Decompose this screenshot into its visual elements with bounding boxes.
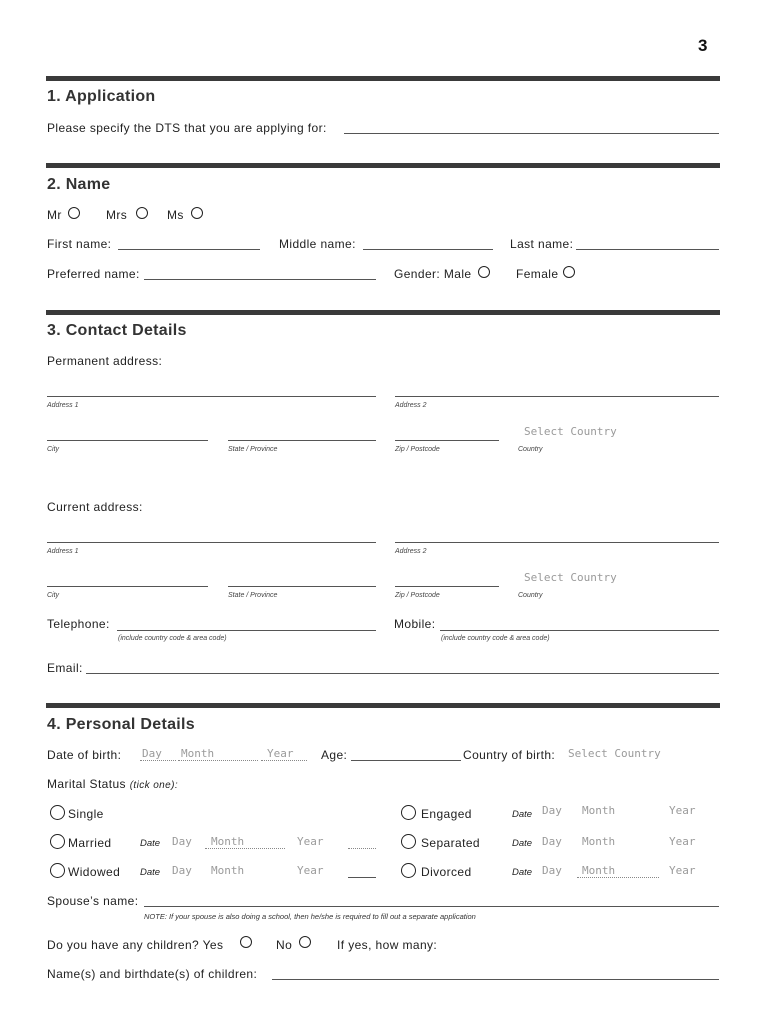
tick-one-hint: (tick one): (129, 780, 179, 791)
dob-label: Date of birth: (47, 748, 122, 762)
curr-zip-caption: Zip / Postcode (395, 592, 440, 599)
gender-male-radio[interactable] (478, 266, 490, 278)
dob-day-select[interactable]: Day (142, 747, 162, 760)
engaged-year-select[interactable]: Year (669, 804, 696, 817)
engaged-day-select[interactable]: Day (542, 804, 562, 817)
perm-state-caption: State / Province (228, 446, 278, 453)
perm-address1-caption: Address 1 (47, 402, 79, 409)
mobile-note: (include country code & area code) (441, 635, 550, 642)
separated-month-select[interactable]: Month (582, 835, 616, 848)
title-mr-radio[interactable] (68, 207, 80, 219)
children-question-label: Do you have any children? Yes (47, 938, 224, 952)
widowed-radio[interactable] (50, 863, 65, 878)
curr-zip-field[interactable] (395, 586, 499, 587)
curr-country-select[interactable]: Select Country (524, 571, 617, 584)
curr-address1-field[interactable] (47, 542, 376, 543)
section-divider (46, 703, 720, 708)
children-yes-radio[interactable] (240, 936, 252, 948)
dob-month-select[interactable]: Month (181, 747, 215, 760)
telephone-note: (include country code & area code) (118, 635, 227, 642)
divorced-radio[interactable] (401, 863, 416, 878)
preferred-name-label: Preferred name: (47, 267, 140, 281)
title-ms-radio[interactable] (191, 207, 203, 219)
engaged-month-select[interactable]: Month (582, 804, 616, 817)
curr-address2-field[interactable] (395, 542, 719, 543)
divorced-month-select[interactable]: Month (582, 864, 616, 877)
divorced-date-label: Date (512, 867, 533, 878)
first-name-label: First name: (47, 237, 112, 251)
spouse-name-field[interactable] (144, 906, 719, 907)
married-label: Married (68, 836, 112, 850)
email-field[interactable] (86, 673, 719, 674)
dob-month-underline (178, 760, 258, 761)
widowed-label: Widowed (68, 865, 121, 879)
curr-state-field[interactable] (228, 586, 376, 587)
perm-country-select[interactable]: Select Country (524, 425, 617, 438)
marital-status-label (47, 777, 178, 791)
section-heading-contact: 3. Contact Details (47, 322, 187, 339)
section-heading-name: 2. Name (47, 176, 111, 193)
middle-name-label: Middle name: (279, 237, 356, 251)
children-names-label: Name(s) and birthdate(s) of children: (47, 967, 258, 981)
married-radio[interactable] (50, 834, 65, 849)
title-mrs-radio[interactable] (136, 207, 148, 219)
title-mr-label: Mr (47, 208, 62, 222)
dob-year-underline (261, 760, 307, 761)
widowed-day-select[interactable]: Day (172, 864, 192, 877)
married-month-select[interactable]: Month (211, 835, 245, 848)
section-divider (46, 163, 720, 168)
dts-label: Please specify the DTS that you are applying for: (47, 121, 327, 135)
divorced-year-select[interactable]: Year (669, 864, 696, 877)
separated-year-select[interactable]: Year (669, 835, 696, 848)
curr-address1-caption: Address 1 (47, 548, 79, 555)
perm-address2-caption: Address 2 (395, 402, 427, 409)
children-names-field[interactable] (272, 979, 719, 980)
section-divider (46, 310, 720, 315)
children-no-label: No (276, 938, 293, 952)
married-month-underline (205, 848, 285, 849)
separated-day-select[interactable]: Day (542, 835, 562, 848)
permanent-address-label: Permanent address: (47, 354, 163, 368)
mobile-field[interactable] (440, 630, 719, 631)
dob-year-select[interactable]: Year (267, 747, 294, 760)
children-no-radio[interactable] (299, 936, 311, 948)
country-of-birth-select[interactable]: Select Country (568, 747, 661, 760)
divorced-label: Divorced (421, 865, 472, 879)
email-label: Email: (47, 661, 83, 675)
how-many-label: If yes, how many: (337, 938, 438, 952)
curr-state-caption: State / Province (228, 592, 278, 599)
telephone-field[interactable] (117, 630, 376, 631)
section-divider (46, 76, 720, 81)
separated-label: Separated (421, 836, 480, 850)
country-of-birth-label: Country of birth: (463, 748, 556, 762)
age-field[interactable] (351, 760, 461, 761)
perm-city-caption: City (47, 446, 60, 453)
age-label: Age: (321, 748, 348, 762)
mobile-label: Mobile: (394, 617, 436, 631)
telephone-label: Telephone: (47, 617, 110, 631)
title-ms-label: Ms (167, 208, 184, 222)
perm-address2-field[interactable] (395, 396, 719, 397)
engaged-radio[interactable] (401, 805, 416, 820)
preferred-name-field[interactable] (144, 279, 376, 280)
perm-address1-field[interactable] (47, 396, 376, 397)
perm-state-field[interactable] (228, 440, 376, 441)
page-number: 3 (698, 36, 708, 55)
title-mrs-label: Mrs (106, 208, 128, 222)
engaged-date-label: Date (512, 809, 533, 820)
perm-country-caption: Country (518, 446, 543, 453)
perm-zip-field[interactable] (395, 440, 499, 441)
gender-female-label: Female (516, 267, 559, 281)
curr-city-caption: City (47, 592, 60, 599)
section-heading-personal: 4. Personal Details (47, 716, 195, 733)
current-address-label: Current address: (47, 500, 143, 514)
spouse-note: NOTE: If your spouse is also doing a school, then he/she is required to fill out a separate application (144, 912, 476, 921)
first-name-field[interactable] (118, 249, 260, 250)
dts-field[interactable] (344, 133, 719, 134)
divorced-month-underline (577, 877, 659, 878)
curr-country-caption: Country (518, 592, 543, 599)
curr-city-field[interactable] (47, 586, 208, 587)
widowed-month-select[interactable]: Month (211, 864, 245, 877)
perm-city-field[interactable] (47, 440, 208, 441)
widowed-extra-underline (348, 877, 376, 878)
married-day-select[interactable]: Day (172, 835, 192, 848)
married-extra-underline (348, 848, 376, 849)
engaged-label: Engaged (421, 807, 472, 821)
married-date-label: Date (140, 838, 161, 849)
curr-address2-caption: Address 2 (395, 548, 427, 555)
marital-status-text: Marital Status (47, 777, 126, 791)
widowed-date-label: Date (140, 867, 161, 878)
last-name-field[interactable] (576, 249, 719, 250)
separated-date-label: Date (512, 838, 533, 849)
dob-day-underline (140, 760, 176, 761)
married-year-select[interactable]: Year (297, 835, 324, 848)
separated-radio[interactable] (401, 834, 416, 849)
spouse-name-label: Spouse’s name: (47, 894, 139, 908)
widowed-year-select[interactable]: Year (297, 864, 324, 877)
last-name-label: Last name: (510, 237, 574, 251)
gender-female-radio[interactable] (563, 266, 575, 278)
section-heading-application: 1. Application (47, 88, 156, 105)
single-label: Single (68, 807, 104, 821)
middle-name-field[interactable] (363, 249, 493, 250)
single-radio[interactable] (50, 805, 65, 820)
gender-male-label: Gender: Male (394, 267, 472, 281)
perm-zip-caption: Zip / Postcode (395, 446, 440, 453)
divorced-day-select[interactable]: Day (542, 864, 562, 877)
